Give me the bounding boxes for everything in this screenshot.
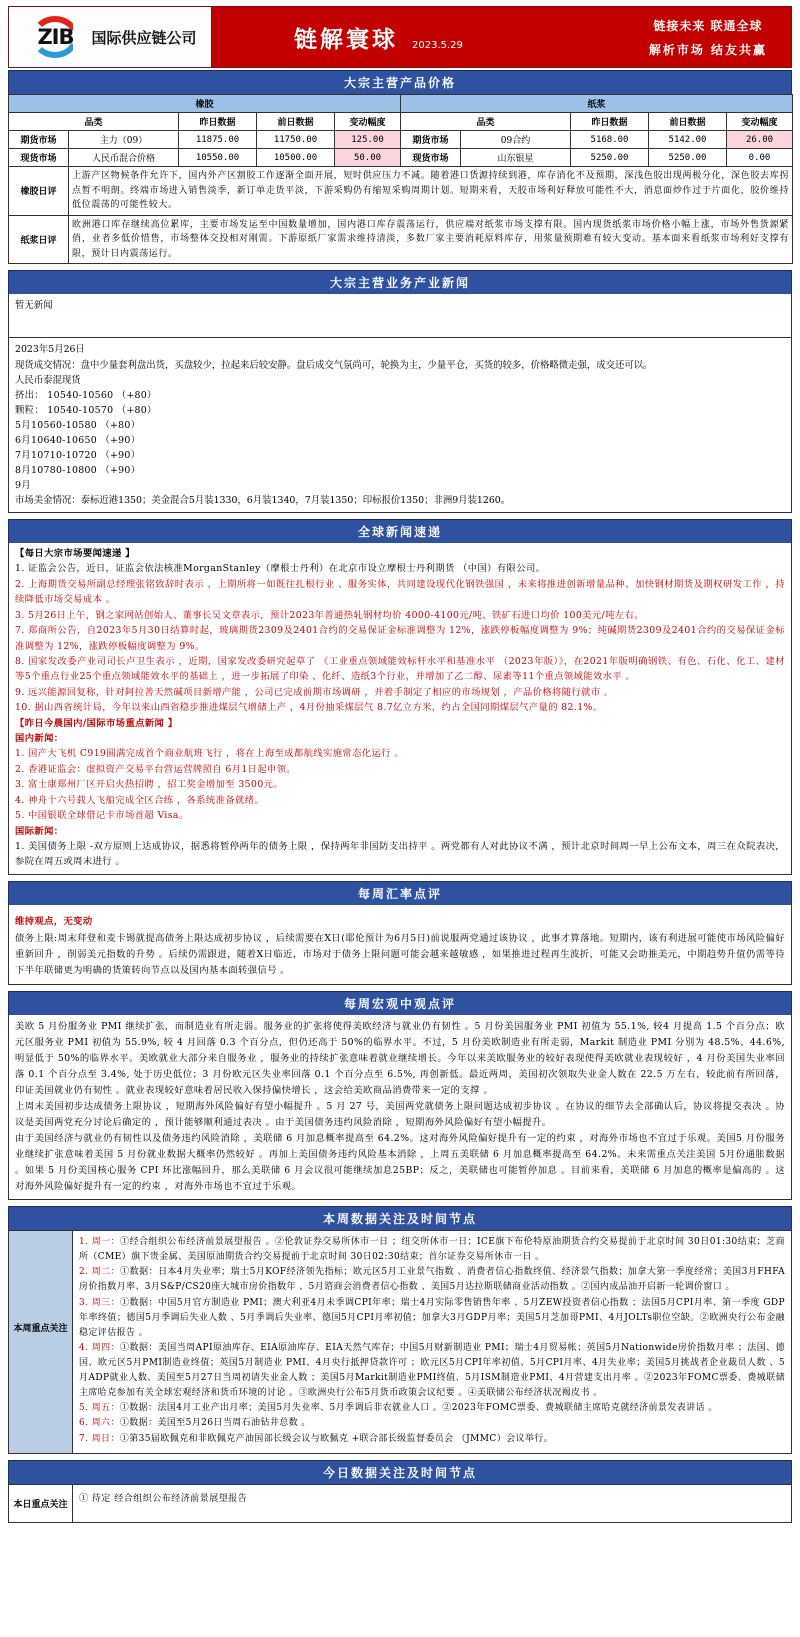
- fx-view-heading: 维持观点，无变动: [15, 915, 93, 927]
- intl-news-item: 1. 美国债务上限 -双方原则上达成协议，据悉将暂停两年的债务上限 ，保持两年非国防支出持平 。两党都有人对此协议不满 ，预计北京时间周一早上公布文本，周三在众院表决，参院在周五或周末进行 。: [15, 841, 785, 868]
- macro-commentary: [8, 1015, 792, 1200]
- zib-logo-icon: [23, 15, 87, 59]
- commentary-text-pulp: 欧洲港口库存继续高位累库，主要市场发运至中国数量增加，国内港口库存震荡运行，供应端对纸浆市场支撑有限。国内现货纸浆市场价格小幅上涨，市场外售货源紧俏，业者多低价惜售，市场整体交投相对刚需。下游原纸厂家需求维持清淡，多数厂家主要消耗原料库存，用浆量预期难有较大变动。基本面来看纸浆市场利好支撑有限，预计日内震荡运行。: [69, 215, 793, 264]
- domestic-news-item: 1. 国产大飞机 C919圆满完成首个商业航班飞行 ，将在上海至成都航线实施常态化运行 。: [15, 748, 404, 760]
- item-futures-pulp: 09合约: [461, 131, 571, 149]
- col-prev-pulp: 前日数据: [649, 113, 727, 131]
- weekly-focus-label: 本周重点关注: [9, 1231, 73, 1454]
- change-spot-pulp: 0.00: [727, 149, 793, 167]
- group-rubber-header: 橡胶: [9, 95, 401, 113]
- news-item: 3. 5月26日上午，钢之家网站创始人、董事长吴文章表示，预计2023年普通热轧钢材均价 4000-4100元/吨、铁矿石进口均价 100美元/吨左右。: [15, 609, 644, 621]
- publication-title: 链解寰球: [294, 25, 398, 53]
- commentary-label-rubber: 橡胶日评: [9, 167, 69, 216]
- weekly-day-text: ①数据：中国5月官方制造业 PMI；澳大利亚4月未季调CPI年率；瑞士4月实际零售销售年率 、5月ZEW投资者信心指数 ；法国5月CPI月率、第一季度 GDP年率终值；德国5月季调后失业人数 、5月季调后失业率、德国5月CPI月率初值；加拿大3月GDP月率；美国5月芝加哥PMI、4月JOLTs职位空缺。②欧洲央行公布金融稳定评估报告 。: [79, 1297, 785, 1338]
- slogan-line-1: 链接未来 联通全球: [653, 19, 763, 33]
- masthead: [8, 6, 792, 68]
- yesterday-futures-rubber: 11875.00: [179, 131, 257, 149]
- prev-futures-rubber: 11750.00: [257, 131, 335, 149]
- weekly-item: [79, 1341, 785, 1401]
- spot-date: 2023年5月26日: [15, 344, 85, 356]
- industry-news-empty: [8, 294, 792, 338]
- weekly-item: [79, 1265, 785, 1295]
- commentary-row-rubber: [9, 167, 793, 216]
- col-prev-rubber: 前日数据: [257, 113, 335, 131]
- rmb-mixed-title: 人民币泰混现货: [15, 374, 81, 386]
- weekly-day-label: 7. 周日：: [79, 1433, 120, 1444]
- table-row: [9, 1231, 792, 1454]
- weekly-item: [79, 1235, 785, 1265]
- weekly-day-text: ①经合组织公布经济前景展望报告 。②伦敦证券交易所休市一日 ；纽交所休市一日；ICE旗下布伦特原油期货合约交易提前于北京时间 30日01:30结束；芝商所（CME）旗下贵金属、美国原油期货合约交易提前于北京时间 30日02:30结束；首尔证券交易所休市一日 。: [79, 1237, 785, 1263]
- logo-company-name: 国际供应链公司: [91, 28, 197, 47]
- col-item-pulp: 品类: [401, 113, 571, 131]
- weekly-day-label: 1. 周一：: [79, 1237, 121, 1248]
- fx-commentary: [8, 905, 792, 985]
- prev-spot-pulp: 5250.00: [649, 149, 727, 167]
- quote-line: 6月10640-10650 （+90）: [15, 434, 141, 446]
- price-column-header-row: [9, 113, 793, 131]
- col-change-pulp: 变动幅度: [727, 113, 793, 131]
- macro-paragraph: 由于美国经济与就业仍有韧性以及债务违约风险消除 ，美联储 6 月加息概率提高至 64.2%。这对海外风险偏好提升有一定的约束 ，对海外市场也不宜过于乐观。美国5 月份服务业继续扩张意味着美国 5 月份就业数据大概率仍然较好 。再加上美国债务违约风险基本消除 ，上周五美联储 6 月加息概率提高至 64.2%。未来需重点关注美国 5月份通胀数据 。如果 5 月份美国核心服务 CPI 环比涨幅回升，那么美联储 6 月会议很可能继续加息25BP；反之，美联储也可能暂停加息 。目前来看，美联储 6 月加息的概率是偏高的 。这对海外风险偏好提升有一定的约束 ，对海外市场也不宜过于乐观。: [15, 1133, 785, 1193]
- weekly-item: [79, 1296, 785, 1341]
- prev-futures-pulp: 5142.00: [649, 131, 727, 149]
- section-bar-global-news: 全球新闻速递: [8, 519, 792, 543]
- yesterday-spot-pulp: 5250.00: [571, 149, 649, 167]
- section-bar-industry-news: 大宗主营业务产业新闻: [8, 270, 792, 294]
- usd-market-line: 市场美金情况：泰标近港1350；美金混合5月装1330，6月装1340，7月装1350；印标报价1350；非洲9月装1260。: [15, 494, 511, 506]
- news-item: 1. 证监会公告，近日，证监会依法核准MorganStanley（摩根士丹利）在北京市设立摩根士丹利期货 （中国）有限公司。: [15, 563, 546, 575]
- spot-summary: 现货成交情况：盘中少量套利盘出货，买盘较少，拉起来后较安静。盘后成交气氛尚可，轮换为主，少量平仓，买货的较多，价格略微走强，成交还可以。: [15, 359, 653, 371]
- slogan-line-2: 解析市场 结友共赢: [648, 43, 767, 57]
- weekly-item: [79, 1416, 785, 1431]
- weekly-day-label: 5. 周五：: [79, 1403, 120, 1414]
- section-bar-macro: 每周宏观中观点评: [8, 991, 792, 1015]
- col-yesterday-pulp: 昨日数据: [571, 113, 649, 131]
- domestic-news-item: 2. 香港证监会：虚拟资产交易平台营运营牌照自 6月1日起申领。: [15, 763, 297, 775]
- section-bar-fx: 每周汇率点评: [8, 881, 792, 905]
- industry-news-empty-text: 暂无新闻: [15, 300, 53, 312]
- weekly-day-label: 6. 周六：: [79, 1418, 120, 1429]
- today-focus-label: 本日重点关注: [9, 1484, 73, 1522]
- col-change-rubber: 变动幅度: [335, 113, 401, 131]
- spot-trading-block: [8, 338, 792, 513]
- domestic-news-item: 3. 富士康郑州厂区开启火热招聘 ，招工奖金增加至 3500元。: [15, 779, 284, 791]
- today-data-table: [8, 1484, 792, 1523]
- news-item: 9. 远兴能源回复称，针对阿拉善天然碱项目新增产能 ，公司已完成前期市场调研 ，并着手制定了相应的市场规划 ，产品价格将随行就市 。: [15, 686, 614, 698]
- quote-line: 9月: [15, 479, 31, 491]
- col-item-rubber: 品类: [9, 113, 179, 131]
- news-item: 8. 国家发改委产业司司长卢卫生表示 ，近期，国家发改委研究起草了 《工业重点领域能效标杆水平和基准水平 （2023年版）》，在2021年版明确钢铁、有色、石化、化工、建材等5个重点行业25个重点领域能效水平的基础上 ，进一步拓展了印染 、化纤、造纸3个行业，并增加了乙二醇、尿素等11个重点领域能效水平 。: [15, 655, 785, 683]
- commentary-row-pulp: [9, 215, 793, 264]
- row-label-spot-rubber: 现货市场: [9, 149, 69, 167]
- item-spot-rubber: 人民币混合价格: [69, 149, 179, 167]
- weekly-day-text: ①数据：日本4月失业率；瑞士5月KOF经济领先指标；欧元区5月工业景气指数 、消费者信心指数终值、经济景气指数；加拿大第一季度经常；美国3月FHFA房价指数月率、3月S&P/CS20座大城市房价指数年 、5月谘商会消费者信心指数 、美国5月达拉斯联储商业活动指数 。②国内成品油开启新一轮调价窗口 。: [79, 1267, 785, 1293]
- weekly-focus-body: [73, 1231, 792, 1454]
- section-bar-prices: 大宗主营产品价格: [8, 70, 792, 94]
- weekly-day-text: ①数据：美国至5月26日当周石油钻井总数 。: [119, 1418, 311, 1429]
- table-row: [9, 131, 793, 149]
- item-spot-pulp: 山东银星: [461, 149, 571, 167]
- price-group-header-row: [9, 95, 793, 113]
- group-pulp-header: 纸浆: [401, 95, 793, 113]
- macro-paragraph: 上周末美国初步达成债务上限协议 ，短期海外风险偏好有望小幅提升 。5 月 27 号，美国两党就债务上限问题达成初步协议 。在协议的细节去全部确认后，协议将提交表决 。协议是美国两党充分讨论后确定的 ，预计能够顺利通过表决 。由于美国债务违约风险消除 ，短期海外风险偏好有望小幅提升。: [15, 1101, 785, 1129]
- yesterday-futures-pulp: 5168.00: [571, 131, 649, 149]
- quote-line: 5月10560-10580 （+80）: [15, 419, 141, 431]
- weekly-data-table: [8, 1230, 792, 1454]
- quote-line: 8月10780-10800 （+90）: [15, 464, 141, 476]
- weekly-item: [79, 1401, 785, 1416]
- weekly-day-text: ①数据：美国当周API原油库存、EIA原油库存、EIA天然气库存；中国5月财新制造业 PMI；瑞士4月贸易帐；英国5月Nationwide房价指数月率 ；法国、德国、欧元区5月PMI制造业终值；英国5月制造业 PMI、4月央行抵押贷款许可 ；欧元区5月CPI年率初值、5月CPI月率、4月失业率；美国5月挑战者企业裁员人数 、5月ADP就业人数、美国至5月27日当周初请失业金人数 ；美国5月Markit制造业PMI终值、5月ISM制造业PMI、4月营建支出月率 。②2023年FOMC票委、费城联储主席哈克参加有关全球宏观经济和货币环境的讨论 。③欧洲央行公布5月货币政策会议纪要 。④美联储公布经济状况褐皮书 。: [79, 1342, 786, 1399]
- commentary-label-pulp: 纸浆日评: [9, 215, 69, 264]
- table-row: [9, 149, 793, 167]
- weekly-day-label: 3. 周三：: [79, 1297, 121, 1308]
- weekly-day-label: 2. 周二：: [79, 1267, 121, 1278]
- yesterday-spot-rubber: 10550.00: [179, 149, 257, 167]
- commentary-text-rubber: 上游产区物候条件允许下，国内外产区割胶工作逐渐全面开展，短时供应压力不减。随着港口货源持续到港，库存消化不及预期，深浅色胶出现两极分化，深色胶去库拐点暂不明朗。终端市场进入销售淡季，新订单走货平淡，下游采购仍有缩短采购周期计划。短期来看，天胶市场利好释放可能性不大，消息面炒作过于片面化，胶价维持低位震荡的可能性较大。: [69, 167, 793, 216]
- item-futures-rubber: 主力（09）: [69, 131, 179, 149]
- global-news-body: [8, 543, 792, 875]
- change-futures-rubber: 125.00: [335, 131, 401, 149]
- fx-commentary-text: 债务上限:周末拜登和麦卡锡就提高债务上限达成初步协议 ，后续需要在X日(耶伦预计为6月5日)前说服两党通过该协议 ，此事才算落地。短期内，该有利进展可能使市场风险偏好重新回升 ，削弱美元指数的升势 。后续仍需跟进，随着X日临近，市场对于债务上限问题可能会越来越敏感 ，如果推进过程再生波折，可能又会助推美元，中期趋势升值仍需等待下半年联储更为明确的货策转向节点以及国内基本面转强信号 。: [15, 933, 785, 976]
- quote-line: 挤出： 10540-10560 （+80）: [15, 389, 157, 401]
- market-news-heading: 【昨日今晨国内/国际市场重点新闻 】: [15, 717, 178, 729]
- row-label-spot-pulp: 现货市场: [401, 149, 461, 167]
- row-label-futures-rubber: 期货市场: [9, 131, 69, 149]
- change-spot-rubber: 50.00: [335, 149, 401, 167]
- news-item: 10. 据山西省统计局，今年以来山西省稳步推进煤层气增储上产 ，4月份抽采煤层气 8.7亿立方米，约占全国同期煤层气产量的 82.1%。: [15, 702, 603, 714]
- today-focus-body: ① 待定 经合组织公布经济前景展望报告: [73, 1484, 792, 1522]
- publication-date: 2023.5.29: [412, 40, 463, 51]
- slogan: [649, 14, 767, 62]
- news-item: 7. 郑商所公告，自2023年5月30日结算时起，玻璃期货2309及2401合约的交易保证金标准调整为 12%，涨跌停板幅度调整为 9%；纯碱期货2309及2401合约的交易保证金标准调整为 12%，涨跌停板幅度调整为 9%。: [15, 625, 785, 652]
- section-bar-today-data: 今日数据关注及时间节点: [8, 1460, 792, 1484]
- section-bar-weekly-data: 本周数据关注及时间节点: [8, 1206, 792, 1230]
- col-yesterday-rubber: 昨日数据: [179, 113, 257, 131]
- quote-line: 7月10710-10720 （+90）: [15, 449, 141, 461]
- weekly-day-label: 4. 周四：: [79, 1342, 121, 1353]
- change-futures-pulp: 26.00: [727, 131, 793, 149]
- intl-news-heading: 国际新闻：: [15, 825, 64, 837]
- row-label-futures-pulp: 期货市场: [401, 131, 461, 149]
- logo-acronym: ZIB: [37, 25, 74, 49]
- macro-paragraph: 美欧 5 月份服务业 PMI 继续扩张，而制造业有所走弱。服务业的扩张将使得美欧经济与就业仍有韧性 。5 月份美国服务业 PMI 初值为 55.1%, 较4 月提高 1.5 个百分点；欧元区服务业 PMI 初值为 55.9%, 较 4 月回落 0.3 个百分点，但仍还高于 50%的临界水平。不过，5 月份美欧制造业有所走弱，Markit 制造业 PMI 分别为 48.5%、44.6%, 明显低于 50%的临界水平。美欧就业大部分来自服务业 ，服务业的持续扩张意味着就业继续增长。今年以来美欧服务业的较好表现使得美欧就业表现较好 ，4 月份美国失业率回落 0.1 个百分点至 3.4%, 处于历史低位；3 月份欧元区失业率回落 0.1 个百分点至 6.5%, 再创新低。最近两周，美国初次领取失业金人数在 22.5 万左右，较此前有所回落，印证美国就业仍有韧性 。就业表现较好意味着居民收入保持偏快增长 ，这会给美欧商品消费带来一定的支撑 。: [15, 1021, 785, 1097]
- table-row: [9, 1484, 792, 1522]
- weekly-item: [79, 1432, 785, 1447]
- price-table: [8, 94, 793, 264]
- weekly-day-text: ①第35届欧佩克和非欧佩克产油国部长级会议与欧佩克 +联合部长级监督委员会 （JMMC）会议举行。: [119, 1433, 554, 1444]
- domestic-news-item: 5. 中国银联全球借记卡市场首超 Visa。: [15, 810, 189, 822]
- news-item: 2. 上海期货交易所副总经理张铭致辞时表示 ，上期所将一如既往扎根行业 、服务实体，共同建设现代化钢铁强国 ，未来将推进创新增量品种、加快钢材期货及期权研发工作 ，持续降低市场交易成本 。: [15, 578, 785, 606]
- domestic-news-item: 4. 神舟十六号载人飞船完成全区合练 ，各系统准备就绪。: [15, 794, 265, 806]
- quote-line: 颗粒： 10540-10570 （+80）: [15, 404, 157, 416]
- daily-commodity-heading: 【每日大宗市场要闻速递 】: [15, 547, 135, 559]
- masthead-banner: [212, 7, 791, 67]
- prev-spot-rubber: 10500.00: [257, 149, 335, 167]
- company-logo: [9, 7, 212, 67]
- weekly-day-text: ①数据：法国4月工业产出月率；美国5月失业率、5月季调后非农就业人口 。②2023年FOMC票委、费城联储主席哈克就经济前景发表讲话 。: [119, 1403, 718, 1414]
- domestic-news-heading: 国内新闻：: [15, 733, 64, 745]
